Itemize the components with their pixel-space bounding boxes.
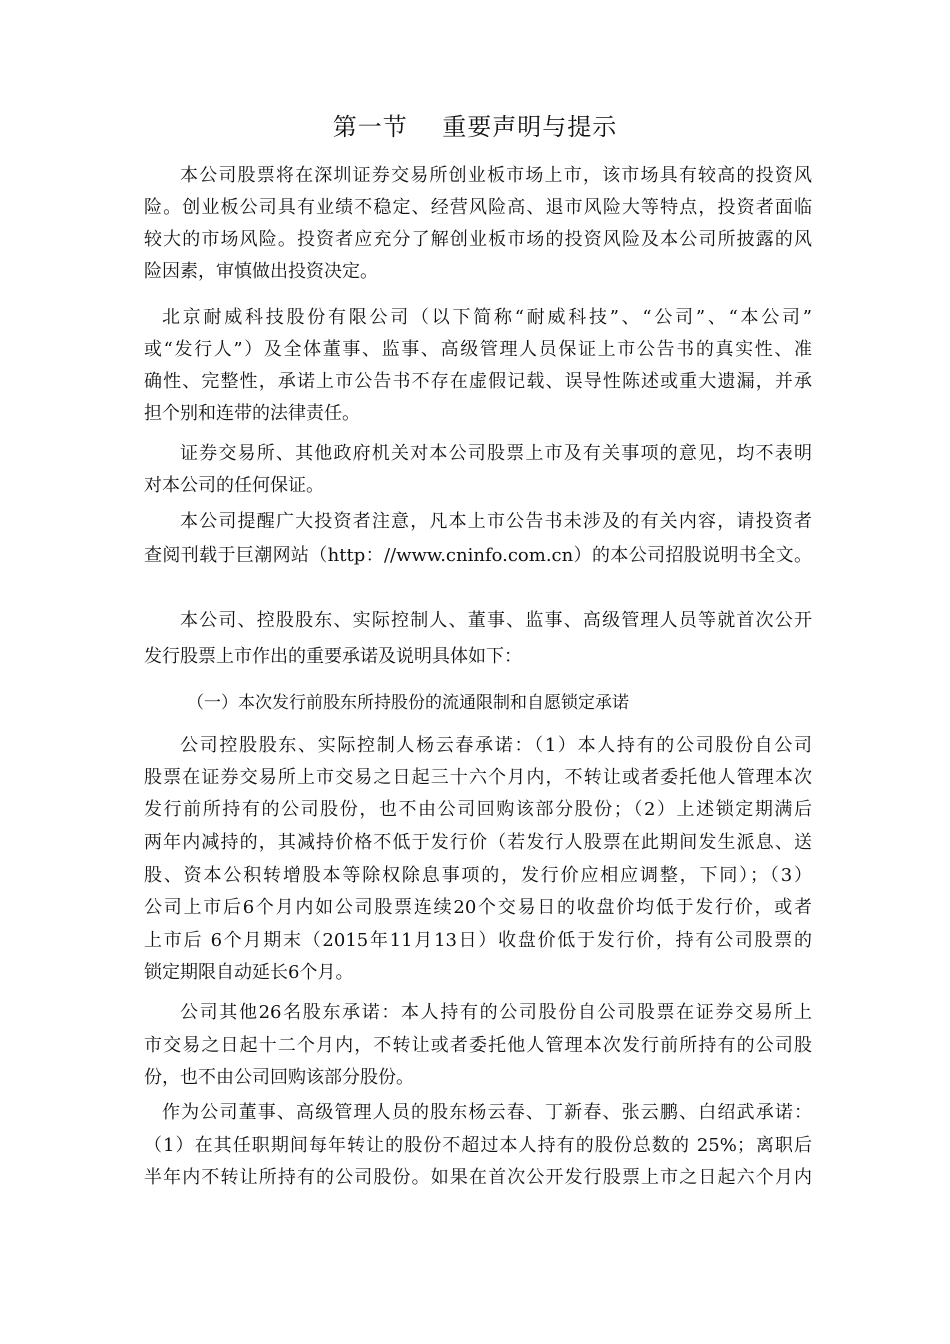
text-line: 市交易之日起十二个月内，不转让或者委托他人管理本次发行前所持有的公司股: [144, 1035, 812, 1056]
text-line: 股、资本公积转增股本等除权除息事项的，发行价应相应调整，下同）；（3）: [144, 865, 812, 886]
text-line: 发行股票上市作出的重要承诺及说明具体如下：: [144, 646, 522, 667]
text-line: 或“发行人”）及全体董事、监事、高级管理人员保证上市公告书的真实性、准: [144, 339, 812, 360]
text-line: 本公司、控股股东、实际控制人、董事、监事、高级管理人员等就首次公开: [180, 610, 812, 631]
text-line: 对本公司的任何保证。: [144, 475, 324, 496]
text-line: 担个别和连带的法律责任。: [144, 403, 360, 424]
text-line: 险因素，审慎做出投资决定。: [144, 261, 378, 282]
text-line: 本公司股票将在深圳证券交易所创业板市场上市，该市场具有较高的投资风: [180, 165, 812, 186]
text-line: 查阅刊载于巨潮网站（http：//www.cninfo.com.cn）的本公司招股说明书全文。: [144, 545, 812, 566]
text-line: 公司上市后6个月内如公司股票连续20个交易日的收盘价均低于发行价，或者: [144, 897, 812, 918]
subsection-heading: （一）本次发行前股东所持股份的流通限制和自愿锁定承诺: [187, 693, 629, 713]
text-line: 股票在证券交易所上市交易之日起三十六个月内，不转让或者委托他人管理本次: [144, 767, 812, 788]
text-line: 公司控股股东、实际控制人杨云春承诺：（1）本人持有的公司股份自公司: [180, 735, 812, 756]
text-line: 两年内减持的，其减持价格不低于发行价（若发行人股票在此期间发生派息、送: [144, 832, 812, 853]
section-title: 第一节 重要声明与提示: [332, 113, 618, 141]
text-line: 上市后 6个月期末（2015年11月13日）收盘价低于发行价，持有公司股票的: [144, 930, 812, 951]
text-line: 发行前所持有的公司股份，也不由公司回购该部分股份；（2）上述锁定期满后: [144, 799, 812, 820]
text-line: 作为公司董事、高级管理人员的股东杨云春、丁新春、张云鹏、白绍武承诺：: [162, 1102, 812, 1123]
text-line: 险。创业板公司具有业绩不稳定、经营风险高、退市风险大等特点，投资者面临: [144, 197, 812, 218]
text-line: （1）在其任职期间每年转让的股份不超过本人持有的股份总数的 25%；离职后: [144, 1135, 812, 1156]
text-line: 本公司提醒广大投资者注意，凡本上市公告书未涉及的有关内容，请投资者: [180, 511, 812, 532]
text-line: 证券交易所、其他政府机关对本公司股票上市及有关事项的意见，均不表明: [180, 443, 812, 464]
text-line: 确性、完整性，承诺上市公告书不存在虚假记载、误导性陈述或重大遗漏，并承: [144, 371, 812, 392]
text-line: 份，也不由公司回购该部分股份。: [144, 1067, 414, 1088]
text-line: 较大的市场风险。投资者应充分了解创业板市场的投资风险及本公司所披露的风: [144, 229, 812, 250]
text-line: 半年内不转让所持有的公司股份。如果在首次公开发行股票上市之日起六个月内: [144, 1167, 812, 1188]
text-line: 公司其他26名股东承诺：本人持有的公司股份自公司股票在证券交易所上: [180, 1002, 812, 1023]
text-line: 北京耐威科技股份有限公司（以下简称“耐威科技”、“公司”、“本公司”: [162, 307, 812, 328]
text-line: 锁定期限自动延长6个月。: [144, 962, 354, 983]
